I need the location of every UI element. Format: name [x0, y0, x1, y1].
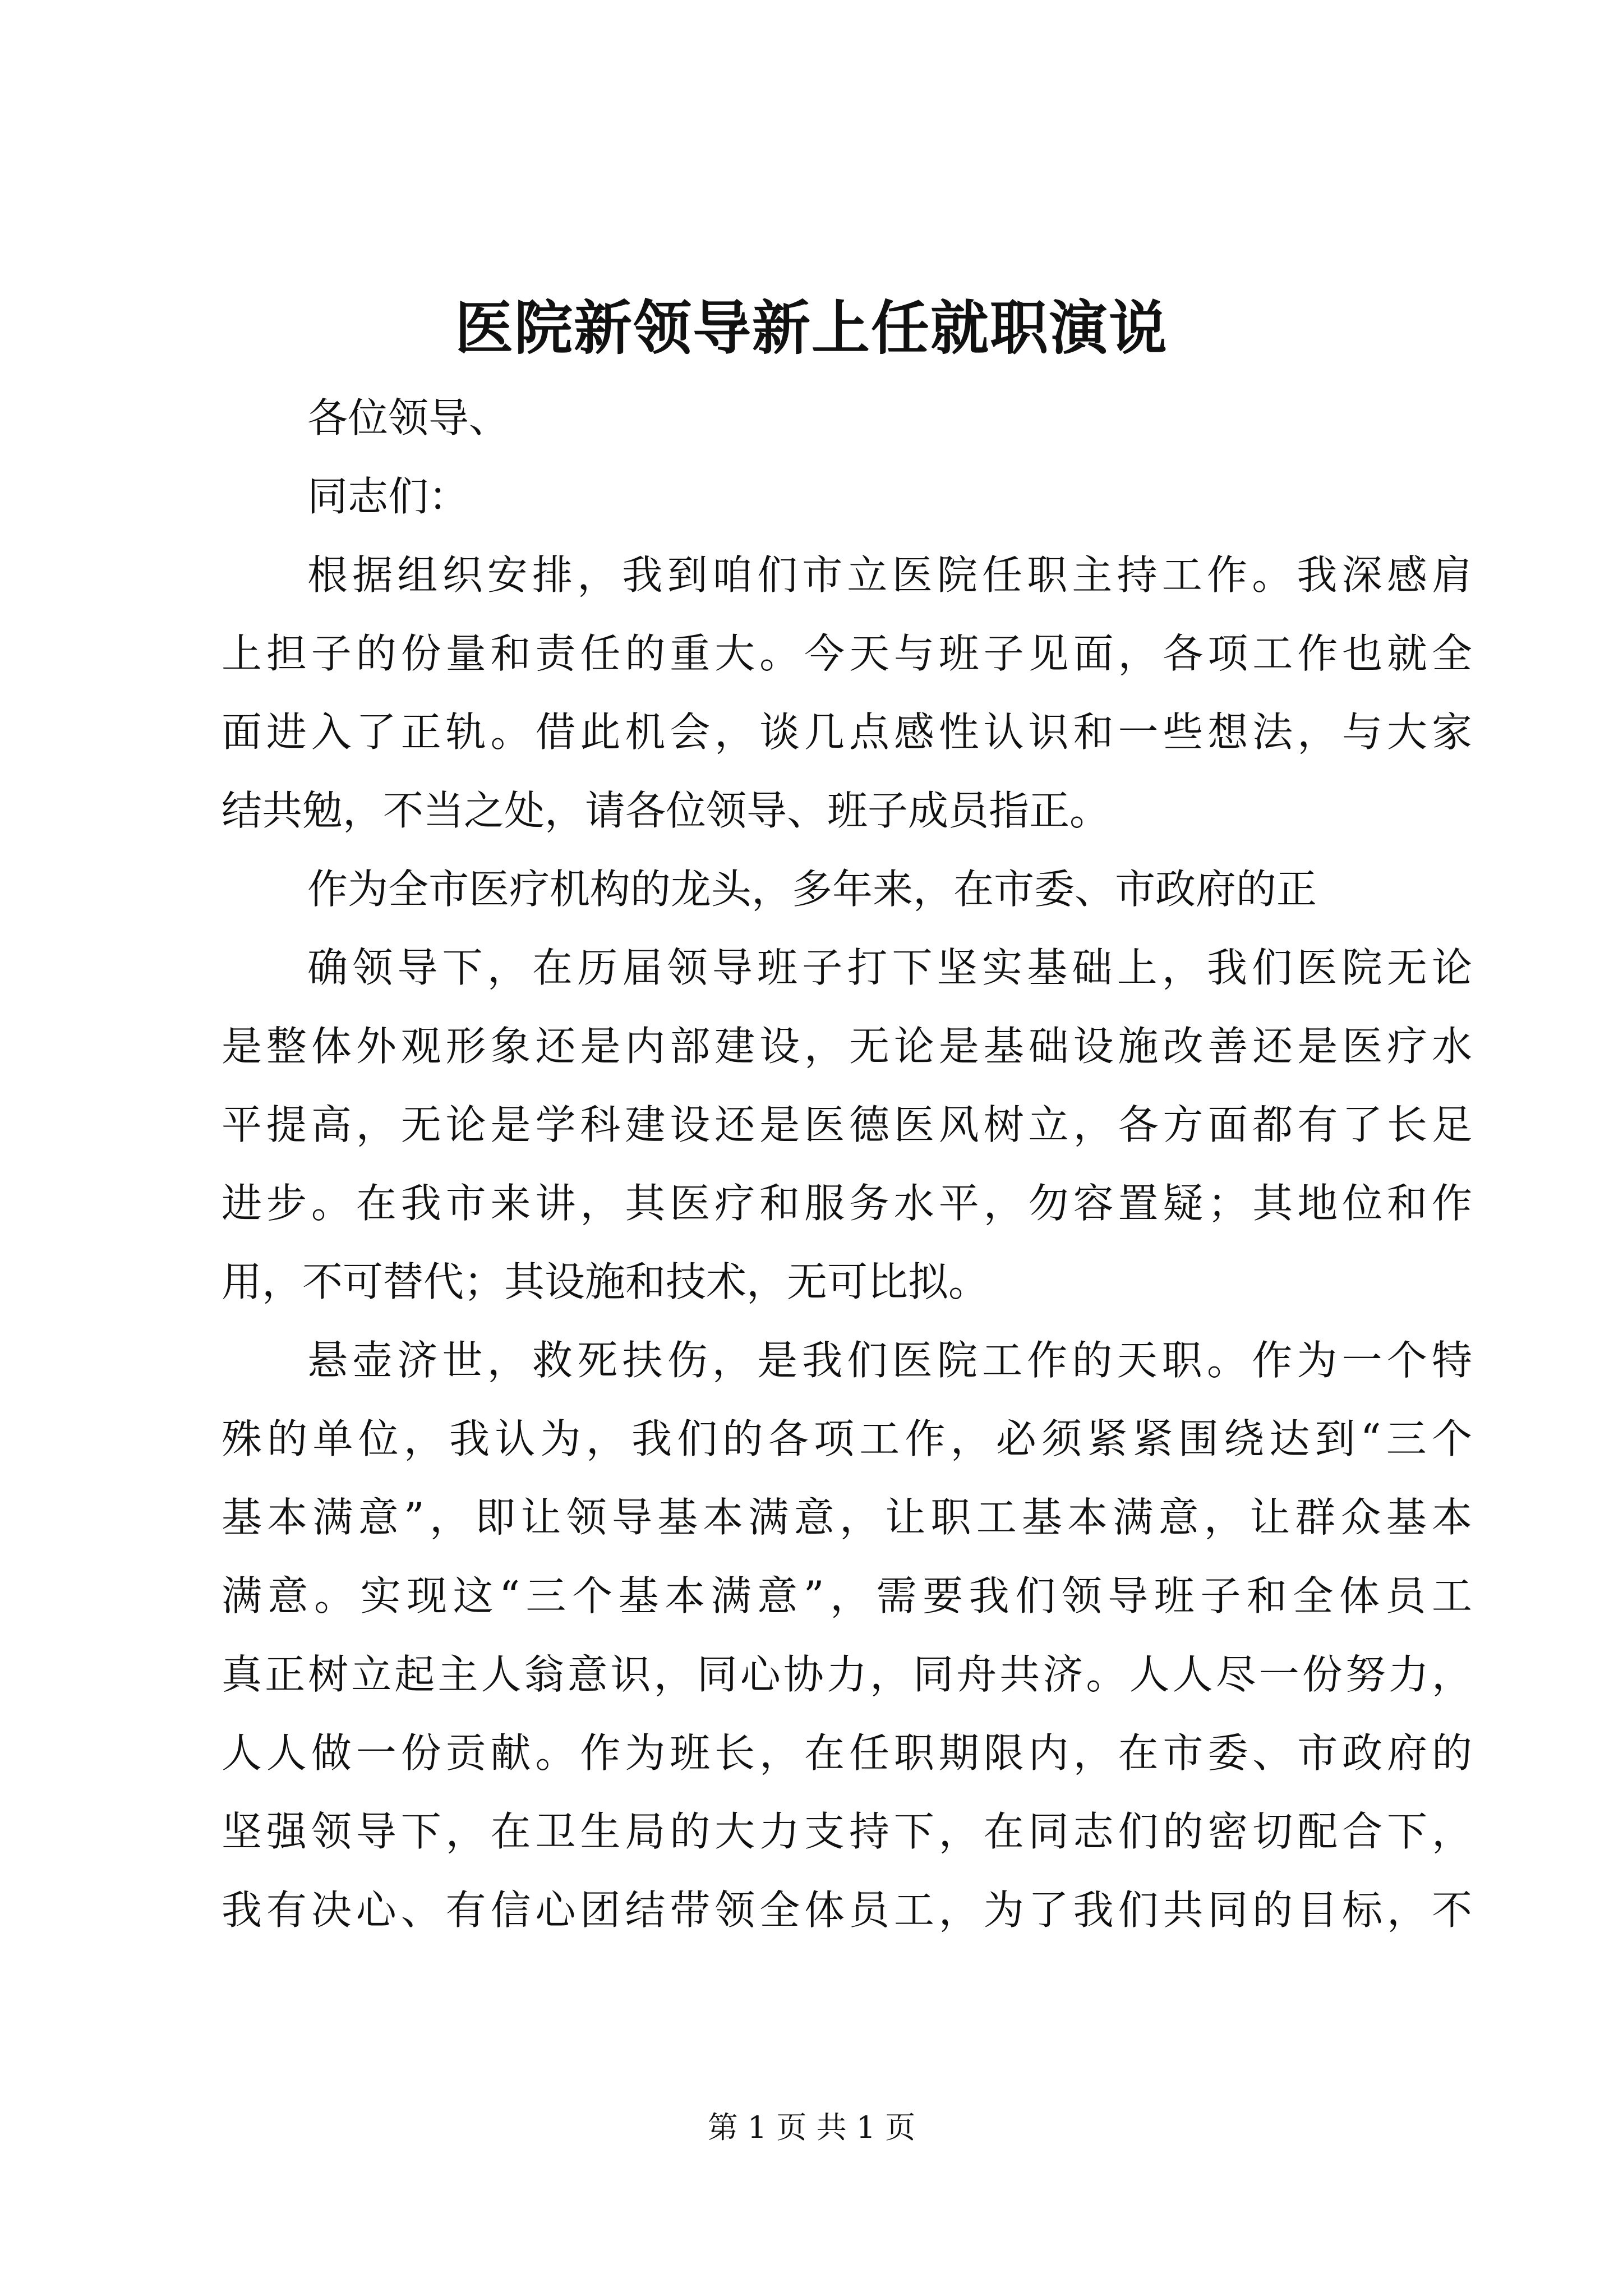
paragraph-2-line-4: 平提高，无论是学科建设还是医德医风树立，各方面都有了长足: [222, 1101, 1472, 1148]
paragraph-3-line-3: 基本满意”，即让领导基本满意，让职工基本满意，让群众基本: [222, 1494, 1472, 1541]
paragraph-3-line-1: 悬壶济世，救死扶伤，是我们医院工作的天职。作为一个特: [307, 1337, 1472, 1384]
paragraph-3-line-8: 我有决心、有信心团结带领全体员工，为了我们共同的目标，不: [222, 1887, 1472, 1934]
paragraph-2-line-1: 作为全市医疗机构的龙头，多年来，在市委、市政府的正: [307, 866, 1317, 913]
paragraph-3-line-5: 真正树立起主人翁意识，同心协力，同舟共济。人人尽一份努力，: [222, 1651, 1472, 1698]
paragraph-1-line-3: 面进入了正轨。借此机会，谈几点感性认识和一些想法，与大家: [222, 708, 1472, 756]
paragraph-3-line-2: 殊的单位，我认为，我们的各项工作，必须紧紧围绕达到“三个: [222, 1415, 1472, 1462]
paragraph-3-line-6: 人人做一份贡献。作为班长，在任职期限内，在市委、市政府的: [222, 1729, 1472, 1777]
paragraph-1-line-4: 结共勉，不当之处，请各位领导、班子成员指正。: [222, 787, 1110, 834]
paragraph-1-line-1: 根据组织安排，我到咱们市立医院任职主持工作。我深感肩: [307, 551, 1472, 599]
page-footer: 第 1 页 共 1 页: [707, 2110, 916, 2145]
paragraph-1-line-2: 上担子的份量和责任的重大。今天与班子见面，各项工作也就全: [222, 630, 1472, 677]
paragraph-2-line-2: 确领导下，在历届领导班子打下坚实基础上，我们医院无论: [307, 944, 1472, 991]
paragraph-3-line-4: 满意。实现这“三个基本满意”，需要我们领导班子和全体员工: [222, 1572, 1472, 1619]
paragraph-2-line-6: 用，不可替代；其设施和技术，无可比拟。: [222, 1258, 989, 1305]
salutation-line-1: 各位领导、: [307, 394, 510, 441]
paragraph-2-line-5: 进步。在我市来讲，其医疗和服务水平，勿容置疑；其地位和作: [222, 1180, 1472, 1227]
paragraph-2-line-3: 是整体外观形象还是内部建设，无论是基础设施改善还是医疗水: [222, 1023, 1472, 1070]
salutation-line-2: 同志们：: [307, 473, 469, 520]
paragraph-3-line-7: 坚强领导下，在卫生局的大力支持下，在同志们的密切配合下，: [222, 1808, 1472, 1855]
document-title: 医院新领导新上任就职演说: [454, 293, 1168, 362]
